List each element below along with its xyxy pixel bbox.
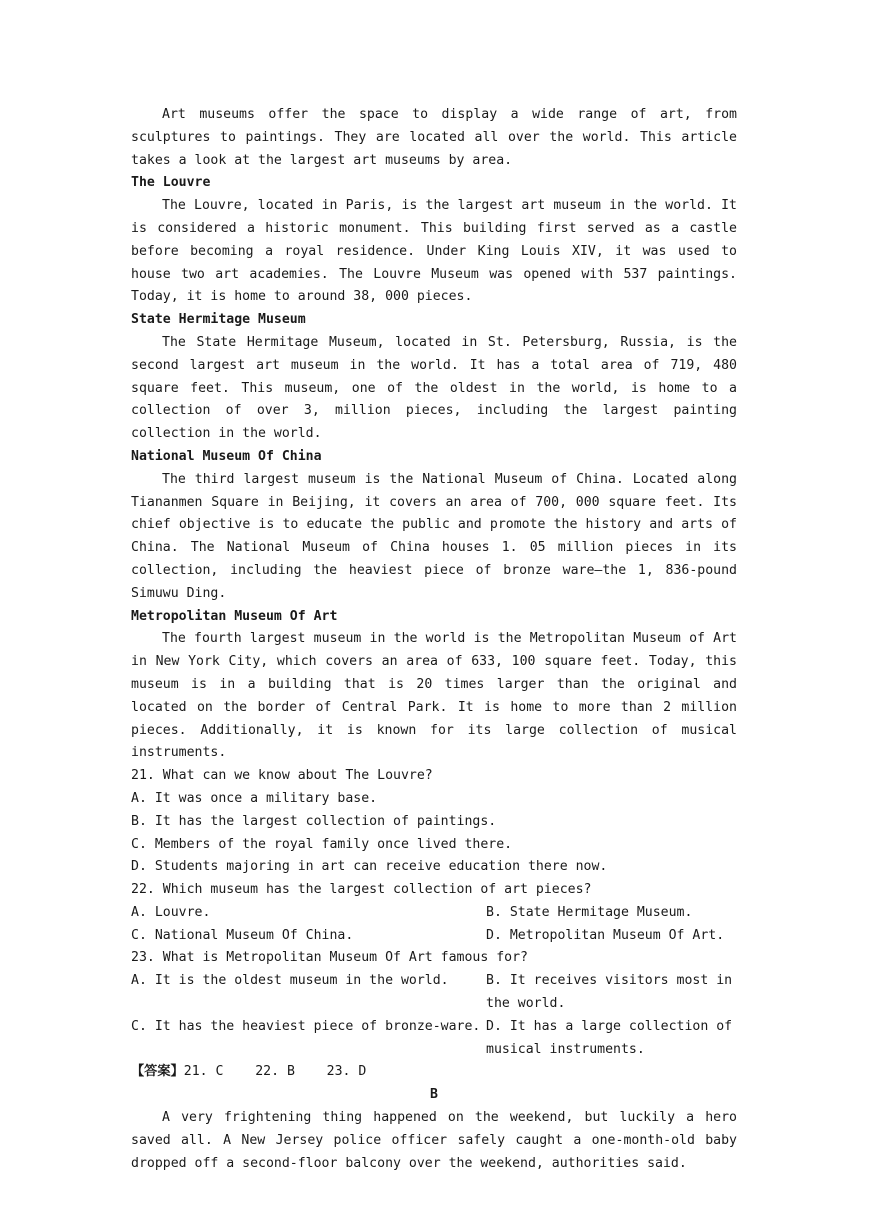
question-22-option-d: D. Metropolitan Museum Of Art. xyxy=(486,927,725,943)
question-23-row-2 xyxy=(131,1016,737,1062)
section-text-metropolitan: The fourth largest museum in the world is the Metropolitan Museum of Art in New York City, which covers an area of 633, 100 square feet. Today, this museum is in a building that is 20 times larger than the original and located on the border of Central Park. It is home to more than 2 million pieces. Additionally, it is known for its large collection of musical instruments. xyxy=(131,631,737,761)
question-23-option-a: A. It is the oldest museum in the world. xyxy=(131,973,449,989)
question-21-option-c: C. Members of the royal family once lived there. xyxy=(131,836,513,852)
section-heading-national-museum: National Museum Of China xyxy=(131,448,322,464)
section-heading-metropolitan: Metropolitan Museum Of Art xyxy=(131,608,338,624)
section-text-hermitage: The State Hermitage Museum, located in St. Petersburg, Russia, is the second largest art museum in the world. It has a total area of 719, 480 square feet. This museum, one of the oldest in the world, is home to a collection of over 3, million pieces, including the largest painting collection in the world. xyxy=(131,334,737,442)
answer-label: 【答案】 xyxy=(131,1064,184,1080)
answer-line xyxy=(131,1061,737,1084)
section-text-national-museum: The third largest museum is the National Museum of China. Located along Tiananmen Square in Beijing, it covers an area of 700, 000 square feet. Its chief objective is to educate the public and promote the history and arts of China. The National Museum of China houses 1. 05 million pieces in its collection, including the heaviest piece of bronze ware—the 1, 836-pound Simuwu Ding. xyxy=(131,471,737,601)
passage-b-title: B xyxy=(430,1087,438,1103)
section-heading-hermitage: State Hermitage Museum xyxy=(131,312,306,328)
question-22-row-2 xyxy=(131,925,737,948)
section-heading-louvre: The Louvre xyxy=(131,175,211,191)
intro-paragraph: Art museums offer the space to display a wide range of art, from sculptures to paintings. They are located all over the world. This article takes a look at the largest art museums by area. xyxy=(131,107,737,168)
question-23-option-b: B. It receives visitors most in the world. xyxy=(486,973,733,1012)
question-23-row-1 xyxy=(131,970,737,1016)
question-23-stem: 23. What is Metropolitan Museum Of Art famous for? xyxy=(131,950,528,966)
question-21-option-b: B. It has the largest collection of paintings. xyxy=(131,813,497,829)
question-22-option-a: A. Louvre. xyxy=(131,904,211,920)
question-22-option-b: B. State Hermitage Museum. xyxy=(486,904,693,920)
question-23-option-c: C. It has the heaviest piece of bronze-ware. xyxy=(131,1018,481,1034)
question-21-option-a: A. It was once a military base. xyxy=(131,790,378,806)
question-21-option-d: D. Students majoring in art can receive education there now. xyxy=(131,859,608,875)
question-22-row-1 xyxy=(131,902,737,925)
answer-text: 21. C 22. B 23. D xyxy=(183,1064,367,1080)
question-22-stem: 22. Which museum has the largest collection of art pieces? xyxy=(131,882,592,898)
section-text-louvre: The Louvre, located in Paris, is the largest art museum in the world. It is considered a historic monument. This building first served as a castle before becoming a royal residence. Under King Louis XIV, it was used to house two art academies. The Louvre Museum was opened with 537 paintings. Today, it is home to around 38, 000 pieces. xyxy=(131,198,737,305)
passage-b-text: A very frightening thing happened on the weekend, but luckily a hero saved all. A New Jersey police officer safely caught a one-month-old baby dropped off a second-floor balcony over the weekend, authorities said. xyxy=(131,1110,737,1171)
question-21-stem: 21. What can we know about The Louvre? xyxy=(131,768,433,784)
passage-content xyxy=(131,104,737,1175)
question-22-option-c: C. National Museum Of China. xyxy=(131,927,354,943)
question-23-option-d: D. It has a large collection of musical instruments. xyxy=(486,1018,733,1057)
